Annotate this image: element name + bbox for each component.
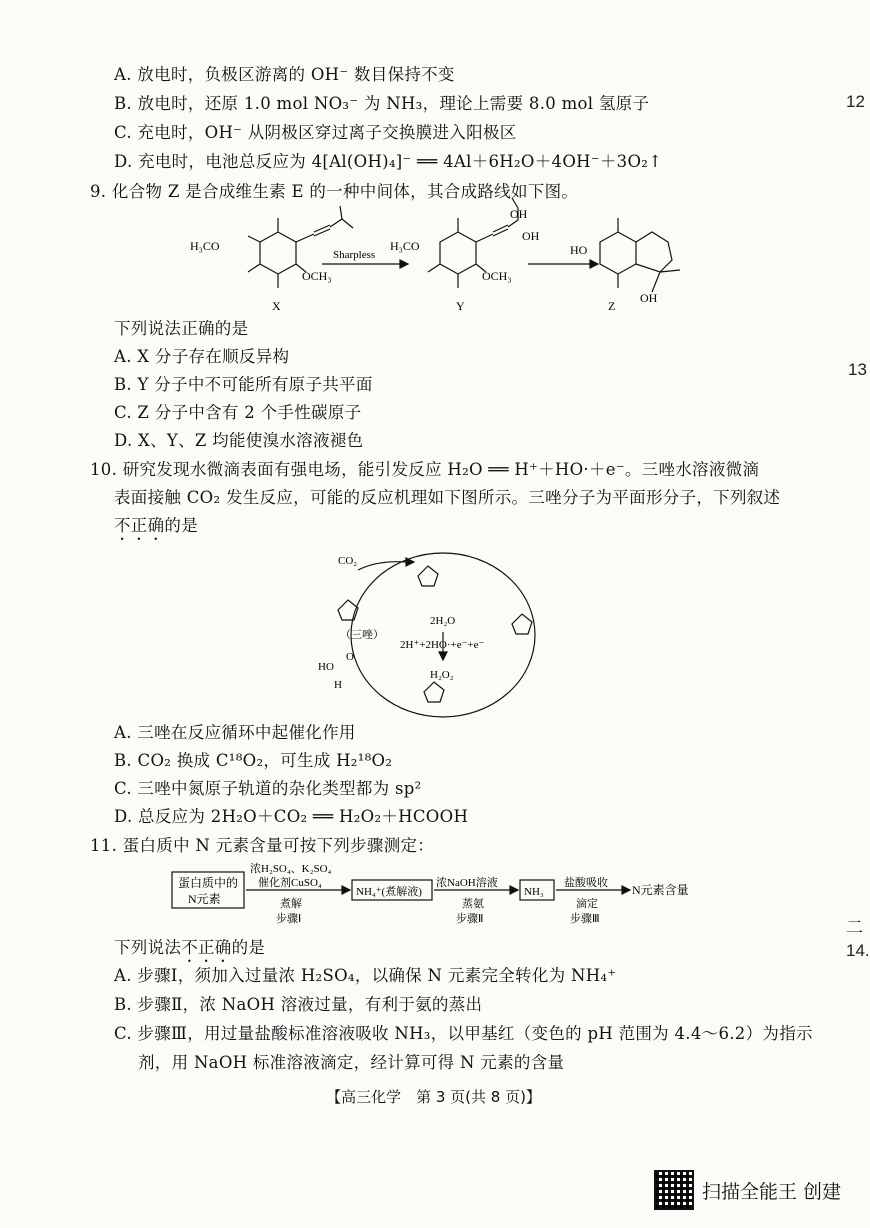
arrow2-top: 浓NaOH溶液 bbox=[436, 877, 498, 889]
x-och3-text: OCH₃ bbox=[302, 269, 332, 283]
h2o2-label: H₂O₂ bbox=[430, 669, 454, 681]
y-oh-top-text: OH bbox=[510, 207, 528, 221]
box1-line2: N元素 bbox=[188, 892, 221, 906]
y-h3co-text: H₃CO bbox=[390, 239, 420, 253]
side-number-12: 12 bbox=[846, 92, 865, 111]
q11-option-c-line2: 剂，用 NaOH 标准溶液滴定，经计算可得 N 元素的含量 bbox=[138, 1053, 565, 1072]
side-number-14: 14. bbox=[846, 941, 870, 960]
side-number-13: 13 bbox=[848, 360, 867, 379]
q11-stem: 11. 蛋白质中 N 元素含量可按下列步骤测定： bbox=[90, 836, 435, 855]
box2-text: NH₄⁺(煮解液) bbox=[356, 886, 422, 898]
q10-stem-line3 bbox=[114, 515, 198, 544]
q10-option-d: D. 总反应为 2H₂O＋CO₂ ══ H₂O₂＋HCOOH bbox=[114, 807, 469, 826]
q11-prompt-suffix: 的是 bbox=[231, 938, 266, 957]
arrow3-bottom-line1: 滴定 bbox=[576, 898, 598, 910]
triazole-label: （三唑） bbox=[340, 629, 384, 641]
q10-stem-line1: 10. 研究发现水微滴表面有强电场，能引发反应 H₂O ══ H⁺＋HO·＋e⁻。三唑水溶液微滴 bbox=[90, 460, 760, 479]
page-footer: 【高三化学 第 3 页(共 8 页)】 bbox=[326, 1088, 541, 1106]
q10-option-c: C. 三唑中氮原子轨道的杂化类型都为 sp² bbox=[114, 779, 422, 798]
hcooh-ho-label: HO bbox=[318, 661, 334, 673]
q8-option-c: C. 充电时，OH⁻ 从阴极区穿过离子交换膜进入阳极区 bbox=[114, 123, 517, 142]
z-oh-text: OH bbox=[640, 291, 658, 305]
q10-option-a: A. 三唑在反应循环中起催化作用 bbox=[114, 723, 356, 742]
q11-option-c-line1: C. 步骤Ⅲ，用过量盐酸标准溶液吸收 NH₃，以甲基红（变色的 pH 范围为 4.4～6.2）为指示 bbox=[114, 1024, 813, 1043]
arrow3-bottom-line2: 步骤Ⅲ bbox=[570, 913, 600, 925]
q11-dotted-text: 不正确 bbox=[181, 938, 232, 957]
arrow1-top-line1: 浓H₂SO₄、K₂SO₄ bbox=[250, 863, 332, 875]
q9-stem: 9. 化合物 Z 是合成维生素 E 的一种中间体，其合成路线如下图。 bbox=[90, 182, 579, 201]
z-ho-text: HO bbox=[570, 243, 588, 257]
y-label: Y bbox=[456, 299, 465, 313]
q11-option-a: A. 步骤Ⅰ，须加入过量浓 H₂SO₄，以确保 N 元素完全转化为 NH₄⁺ bbox=[114, 966, 617, 985]
q10-mechanism-diagram bbox=[318, 540, 568, 720]
side-section-mark: 二 bbox=[846, 918, 863, 937]
arrow1-bottom-line1: 煮解 bbox=[280, 898, 302, 910]
x-h3co-text: H₃CO bbox=[190, 239, 220, 253]
flow-result: N元素含量 bbox=[632, 883, 689, 897]
co2-label: CO₂ bbox=[338, 555, 358, 567]
arrow1-bottom-line2: 步骤Ⅰ bbox=[276, 913, 302, 925]
qr-code-icon bbox=[654, 1170, 694, 1210]
center-species-label: 2H⁺+2HO·+e⁻+e⁻ bbox=[400, 639, 485, 651]
q10-option-b: B. CO₂ 换成 C¹⁸O₂，可生成 H₂¹⁸O₂ bbox=[114, 751, 393, 770]
y-oh-side-text: OH bbox=[522, 229, 540, 243]
box1-line1: 蛋白质中的 bbox=[178, 876, 239, 890]
q9-option-b: B. Y 分子中不可能所有原子共平面 bbox=[114, 375, 373, 394]
q11-prompt-prefix: 下列说法 bbox=[114, 938, 182, 957]
box3-text: NH₃ bbox=[524, 886, 544, 898]
q8-option-d: D. 充电时，电池总反应为 4[Al(OH)₄]⁻ ══ 4Al＋6H₂O＋4OH⁻＋3O₂↑ bbox=[114, 152, 663, 171]
arrow3-top: 盐酸吸收 bbox=[564, 877, 608, 889]
q10-stem-suffix: 的是 bbox=[164, 516, 199, 535]
hcooh-h-label: H bbox=[334, 679, 342, 691]
q10-stem-line2: 表面接触 CO₂ 发生反应，可能的反应机理如下图所示。三唑分子为平面形分子，下列叙述 bbox=[114, 488, 781, 507]
q9-option-d: D. X、Y、Z 均能使溴水溶液褪色 bbox=[114, 431, 364, 450]
arrow2-bottom-line1: 蒸氨 bbox=[462, 898, 484, 910]
q11-option-b: B. 步骤Ⅱ，浓 NaOH 溶液过量，有利于氨的蒸出 bbox=[114, 995, 483, 1014]
z-label: Z bbox=[608, 299, 616, 313]
q8-option-b: B. 放电时，还原 1.0 mol NO₃⁻ 为 NH₃，理论上需要 8.0 mol 氢原子 bbox=[114, 94, 650, 113]
q9-synthesis-scheme bbox=[190, 202, 710, 320]
scanner-watermark bbox=[654, 1170, 841, 1210]
q8-option-a: A. 放电时，负极区游离的 OH⁻ 数目保持不变 bbox=[114, 65, 455, 84]
arrow2-bottom-line2: 步骤Ⅱ bbox=[456, 913, 484, 925]
q10-dotted-text: 不正确 bbox=[114, 516, 165, 535]
q9-option-a: A. X 分子存在顺反异构 bbox=[114, 347, 290, 366]
scanner-text: 扫描全能王 创建 bbox=[702, 1180, 842, 1203]
arrow1-top-line2: 催化剂CuSO₄ bbox=[258, 877, 322, 889]
y-och3-text: OCH₃ bbox=[482, 269, 512, 283]
q9-option-c: C. Z 分子中含有 2 个手性碳原子 bbox=[114, 403, 362, 422]
q11-flowchart bbox=[170, 862, 730, 930]
x-label: X bbox=[272, 299, 281, 313]
q9-prompt: 下列说法正确的是 bbox=[114, 319, 249, 338]
arrow-sharpless-label: Sharpless bbox=[333, 249, 376, 261]
hcooh-o-label: O bbox=[346, 651, 354, 663]
two-h2o-label: 2H₂O bbox=[430, 615, 456, 627]
q11-prompt bbox=[114, 937, 265, 966]
